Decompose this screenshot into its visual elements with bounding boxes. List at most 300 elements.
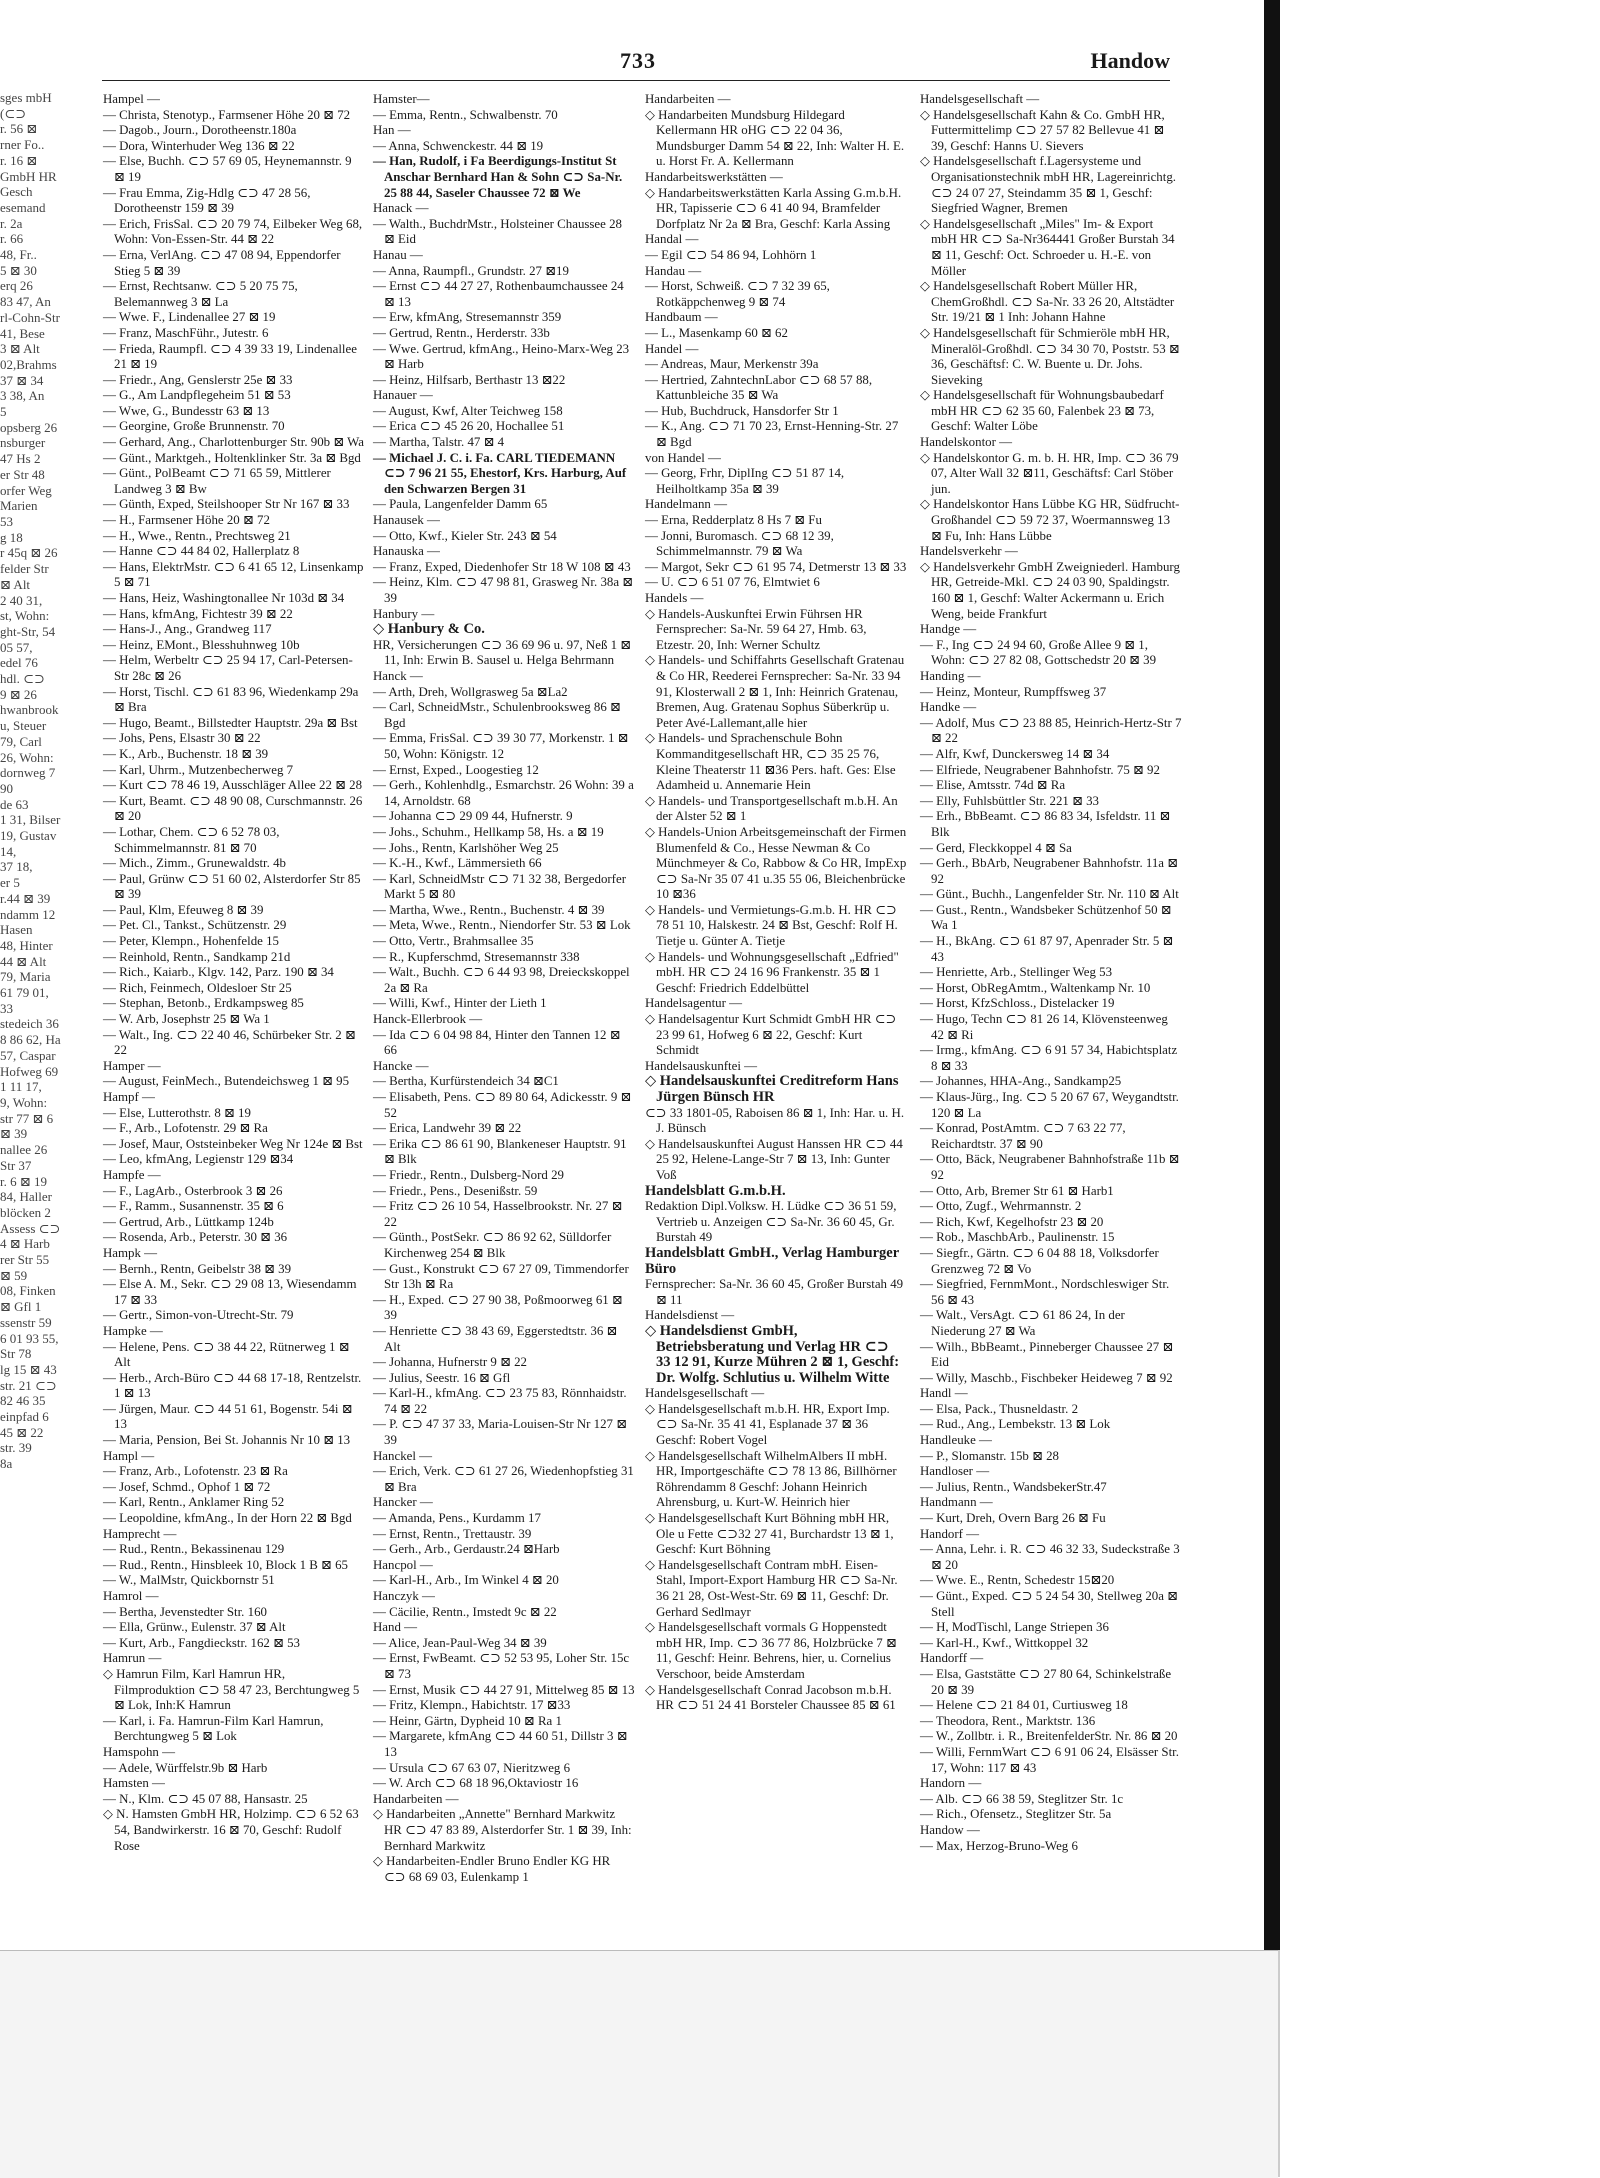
fragment-line: str. 21 ⊂⊃ xyxy=(0,1377,57,1393)
fragment-line: 47 Hs 2 xyxy=(0,451,41,467)
directory-entry: — August, FeinMech., Butendeichsweg 1 ⊠ 95 xyxy=(103,1074,350,1089)
directory-entry: — Erica ⊂⊃ 45 26 20, Hochallee 51 xyxy=(373,419,565,434)
directory-entry: — Günth., PostSekr. ⊂⊃ 86 92 62, Sülldorfer Kirchenweg 254 ⊠ Blk xyxy=(373,1230,612,1260)
directory-entry: — Johs, Pens, Elsastr 30 ⊠ 22 xyxy=(103,731,261,746)
directory-entry: — Arth, Dreh, Wollgrasweg 5a ⊠La2 xyxy=(373,684,568,699)
directory-entry: — Karl, i. Fa. Hamrun-Film Karl Hamrun, Berchtungweg 5 ⊠ Lok xyxy=(103,1713,324,1744)
surname-heading: Handorn — xyxy=(920,1776,982,1791)
directory-entry: — Cäcilie, Rentn., Imstedt 9c ⊠ 22 xyxy=(373,1604,557,1619)
directory-entry: — Margarete, kfmAng ⊂⊃ 44 60 51, Dillstr 3 ⊠ 13 xyxy=(373,1729,628,1759)
directory-entry: — Friedr., Pens., Desenißstr. 59 xyxy=(373,1183,538,1198)
directory-entry: — Alfr, Kwf, Dunckersweg 14 ⊠ 34 xyxy=(920,746,1110,761)
directory-entry: — Kurt, Arb., Fangdieckstr. 162 ⊠ 53 xyxy=(103,1635,300,1650)
directory-entry: — Bertha, Jevenstedter Str. 160 xyxy=(103,1604,267,1619)
firm-entry: ◇ Handarbeiten Mundsburg Hildegard Kellermann HR oHG ⊂⊃ 22 04 36, Mundsburger Damm 54 ⊠ 22, Inh: Walter H. E. u. Horst Fr. A. Kellermann xyxy=(645,107,905,169)
directory-entry: — Ernst ⊂⊃ 44 27 27, Rothenbaumchaussee 24 ⊠ 13 xyxy=(373,279,624,309)
fragment-line: r.44 ⊠ 39 xyxy=(0,890,51,906)
fragment-line: er 5 xyxy=(0,875,20,891)
firm-entry: ◇ Handels- und Vermietungs-G.m.b. H. HR ⊂⊃ 78 51 10, Halskestr. 24 ⊠ Bst, Geschf: Rolf H. Tietje u. Günter A. Tietje xyxy=(645,902,898,949)
surname-heading: Handelmann — xyxy=(645,497,727,512)
directory-entry: — Hub, Buchdruck, Hansdorfer Str 1 xyxy=(645,403,839,418)
fragment-line: r. 56 ⊠ xyxy=(0,121,38,137)
firm-entry: ◇ Handelsgesellschaft vormals G Hoppenstedt mbH HR, Imp. ⊂⊃ 36 77 86, Holzbrücke 7 ⊠ 11, Geschf: Heinr. Behrens, hier, u. Cornelius Verschoor, beide Amsterdam xyxy=(645,1620,897,1681)
directory-entry: — Hans, Heiz, Washingtonallee Nr 103d ⊠ 34 xyxy=(103,591,345,605)
directory-entry: — Rich, Feinmech, Oldesloer Str 25 xyxy=(103,980,292,995)
directory-entry: — Helm, Werbeltr ⊂⊃ 25 94 17, Carl-Petersen-Str 28c ⊠ 26 xyxy=(103,653,353,683)
directory-entry: — Konrad, PostAmtm. ⊂⊃ 7 63 22 77, Reichardtstr. 37 ⊠ 90 xyxy=(920,1121,1126,1151)
fragment-line: 02,Brahms xyxy=(0,356,57,372)
fragment-line: 9, Wohn: xyxy=(0,1095,48,1110)
surname-heading: Hanck-Ellerbrook — xyxy=(373,1012,483,1027)
fragment-line: hdl. ⊂⊃ xyxy=(0,671,45,687)
directory-entry: — Herb., Arch-Büro ⊂⊃ 44 68 17-18, Rentzelstr. 1 ⊠ 13 xyxy=(103,1370,362,1401)
directory-entry: — Paula, Langenfelder Damm 65 xyxy=(373,497,548,512)
directory-entry: — Rich., Ofensetz., Steglitzer Str. 5a xyxy=(920,1807,1112,1822)
fragment-line: Str 37 xyxy=(0,1157,32,1173)
directory-entry: — Henriette ⊂⊃ 38 43 69, Eggerstedtstr. 36 ⊠ Alt xyxy=(373,1323,618,1354)
fragment-line: 37 ⊠ 34 xyxy=(0,372,44,388)
fragment-line: 90 xyxy=(0,780,13,796)
directory-entry: — Franz, MaschFühr., Jutestr. 6 xyxy=(103,325,269,340)
directory-entry: — Willi, Kwf., Hinter der Lieth 1 xyxy=(373,996,547,1011)
directory-entry: — Friedr., Ang, Genslerstr 25e ⊠ 33 xyxy=(103,372,293,387)
directory-entry: — Elly, Fuhlsbüttler Str. 221 ⊠ 33 xyxy=(920,793,1099,808)
fragment-line: st, Wohn: xyxy=(0,608,50,624)
surname-heading: Hampel — xyxy=(103,92,160,106)
directory-entry: — Jonni, Buromasch. ⊂⊃ 68 12 39, Schimmelmannstr. 79 ⊠ Wa xyxy=(645,528,834,559)
surname-heading: Handbaum — xyxy=(645,310,718,325)
directory-entry: — W., Zollbtr. i. R., BreitenfelderStr. Nr. 86 ⊠ 20 xyxy=(920,1729,1178,1744)
directory-entry: — Rud., Rentn., Bekassinenau 129 xyxy=(103,1542,285,1557)
firm-entry: ◇ Handelsgesellschaft Contram mbH. Eisen-Stahl, Import-Export Hamburg HR ⊂⊃ Sa-Nr. 36 21 28, Ost-West-Str. 69 ⊠ 11, Geschf: Dr. Gerhard Sedlmayr xyxy=(645,1557,898,1619)
directory-entry: — Reinhold, Rentn., Sandkamp 21d xyxy=(103,949,291,964)
directory-entry: — F., Ramm., Susannenstr. 35 ⊠ 6 xyxy=(103,1199,284,1214)
directory-entry: — Lothar, Chem. ⊂⊃ 6 52 78 03, Schimmelmannstr. 81 ⊠ 70 xyxy=(103,824,280,855)
directory-entry: — Bertha, Kurfürstendeich 34 ⊠C1 xyxy=(373,1074,559,1089)
firm-entry: ◇ Handels- und Transportgesellschaft m.b.H. An der Alster 52 ⊠ 1 xyxy=(645,793,898,824)
directory-entry: — Wwe. E., Rentn, Schedestr 15⊠20 xyxy=(920,1573,1115,1588)
firm-entry: ◇ Handelsgesellschaft für Schmieröle mbH HR, Mineralöl-Großhdl. ⊂⊃ 34 30 70, Poststr. 53 ⊠ 36, Geschäftsf: C. W. Buente u. Dr. Johs. Sieveking xyxy=(920,325,1180,387)
directory-entry: — Egil ⊂⊃ 54 86 94, Lohhörn 1 xyxy=(645,247,817,262)
running-headword: Handow xyxy=(1090,48,1170,73)
directory-entry: — Carl, SchneidMstr., Schulenbrooksweg 86 ⊠ Bgd xyxy=(373,700,621,730)
fragment-line: 08, Finken xyxy=(0,1283,56,1299)
directory-entry: — Heinz, EMont., Blesshuhnweg 10b xyxy=(103,637,300,652)
surname-heading: Han — xyxy=(373,123,411,138)
directory-entry: — Erika ⊂⊃ 86 61 90, Blankeneser Hauptstr. 91 ⊠ Blk xyxy=(373,1136,627,1167)
fragment-line: opsberg 26 xyxy=(0,419,58,435)
directory-entry: — Franz, Arb., Lofotenstr. 23 ⊠ Ra xyxy=(103,1464,288,1479)
directory-entry: — Wwe. F., Lindenallee 27 ⊠ 19 xyxy=(103,310,276,325)
surname-heading: Handl — xyxy=(920,1386,968,1401)
directory-entry: — H., BkAng. ⊂⊃ 61 87 97, Apenrader Str. 5 ⊠ 43 xyxy=(920,934,1174,964)
directory-entry: — Hans-J., Ang., Grandweg 117 xyxy=(103,622,272,637)
directory-entry: — Christa, Stenotyp., Farmsener Höhe 20 ⊠ 72 xyxy=(103,107,351,122)
surname-heading: Hamrol — xyxy=(103,1589,159,1603)
directory-entry: — Johs., Rentn, Karlshöher Weg 25 xyxy=(373,840,559,855)
fragment-line: 5 xyxy=(0,404,7,420)
directory-entry: — Andreas, Maur, Merkenstr 39a xyxy=(645,357,819,372)
directory-entry: — U. ⊂⊃ 6 51 07 76, Elmtwiet 6 xyxy=(645,575,820,590)
directory-entry: — P., Slomanstr. 15b ⊠ 28 xyxy=(920,1448,1060,1463)
firm-entry: ◇ Handels-Auskunftei Erwin Führsen HR Fernsprecher: Sa-Nr. 59 64 27, Hmb. 63, Etzestr. 20, Inh: Werner Schultz xyxy=(645,606,867,652)
directory-entry: — Ella, Grünw., Eulenstr. 37 ⊠ Alt xyxy=(103,1620,286,1635)
directory-entry: — Georg, Frhr, DiplIng ⊂⊃ 51 87 14, Heilholtkamp 35a ⊠ 39 xyxy=(645,466,845,496)
directory-entry: — Ernst, Exped., Loogestieg 12 xyxy=(373,762,539,777)
directory-entry: — Hertried, ZahntechnLabor ⊂⊃ 68 57 88, Kattunbleiche 35 ⊠ Wa xyxy=(645,372,873,403)
directory-entry: — Dagob., Journ., Dorotheenstr.180a xyxy=(103,123,297,138)
fragment-line: 84, Haller xyxy=(0,1189,52,1205)
directory-entry: — F., Arb., Lofotenstr. 29 ⊠ Ra xyxy=(103,1121,268,1136)
surname-heading: Hanck — xyxy=(373,668,423,683)
fragment-line: nsburger xyxy=(0,435,46,451)
directory-entry: — Wwe. Gertrud, kfmAng., Heino-Marx-Weg 23 ⊠ Harb xyxy=(373,341,630,372)
firm-entry: ◇ Handels- und Wohnungsgesellschaft „Edfried" mbH. HR ⊂⊃ 24 16 96 Frankenstr. 35 ⊠ 1 Geschf: Friedrich Eddelbüttel xyxy=(645,949,899,995)
directory-entry: — Karl-H., kfmAng. ⊂⊃ 23 75 83, Rönnhaidstr. 74 ⊠ 22 xyxy=(373,1386,627,1416)
surname-heading: Handelsgesellschaft — xyxy=(645,1386,765,1401)
directory-entry: — Gerh., Kohlenhdlg., Esmarchstr. 26 Wohn: 39 a 14, Arnoldstr. 68 xyxy=(373,778,634,808)
directory-entry: — Josef, Schmd., Ophof 1 ⊠ 72 xyxy=(103,1479,271,1494)
directory-entry: Fernsprecher: Sa-Nr. 36 60 45, Großer Burstah 49 ⊠ 11 xyxy=(645,1277,904,1307)
directory-entry: — Ida ⊂⊃ 6 04 98 84, Hinter den Tannen 12 ⊠ 66 xyxy=(373,1027,621,1058)
fragment-line: 48, Hinter xyxy=(0,937,53,953)
firm-entry: ◇ Handelsgesellschaft Robert Müller HR, ChemGroßhdl. ⊂⊃ Sa-Nr. 33 26 20, Altstädter Str. 19/21 ⊠ 1 Inh: Johann Hahne xyxy=(920,279,1175,325)
surname-heading: Hanczyk — xyxy=(373,1589,435,1603)
surname-heading: Hamrun — xyxy=(103,1651,162,1666)
surname-heading: Hanauska — xyxy=(373,544,440,559)
firm-entry: ◇ Handelsgesellschaft „Miles" Im- & Export mbH HR ⊂⊃ Sa-Nr364441 Großer Burstah 34 ⊠ 11, Geschf: Oct. Schroeder u. H.-E. von Möller xyxy=(920,216,1175,278)
firm-entry: ◇ Handelsgesellschaft Kahn & Co. GmbH HR, Futtermittelimp ⊂⊃ 27 57 82 Bellevue 41 ⊠ 39, Geschf: Hanns U. Sievers xyxy=(920,107,1165,153)
directory-entry: — Rud., Rentn., Hinsbleek 10, Block 1 B ⊠ 65 xyxy=(103,1557,348,1572)
directory-entry: — Ernst, FwBeamt. ⊂⊃ 52 53 95, Loher Str. 15c ⊠ 73 xyxy=(373,1651,630,1681)
firm-entry: ◇ Handelsagentur Kurt Schmidt GmbH HR ⊂⊃ 23 99 61, Hofweg 6 ⊠ 22, Geschf: Kurt Schmidt xyxy=(645,1012,897,1058)
firm-entry: ◇ Handarbeiten „Annette" Bernhard Markwitz HR ⊂⊃ 47 83 89, Alsterdorfer Str. 1 ⊠ 39, Inh: Bernhard Markwitz xyxy=(373,1807,632,1853)
fragment-line: Assess ⊂⊃ xyxy=(0,1220,61,1236)
fragment-line: lg 15 ⊠ 43 xyxy=(0,1361,57,1377)
fragment-line: 33 xyxy=(0,1000,13,1016)
fragment-line: rl-Cohn-Str xyxy=(0,309,60,325)
scan-edge xyxy=(1278,0,1600,2177)
fragment-line: erq 26 xyxy=(0,278,33,294)
fragment-line: rner Fo.. xyxy=(0,137,45,153)
directory-entry: — Kurt, Beamt. ⊂⊃ 48 90 08, Curschmannstr. 26 ⊠ 20 xyxy=(103,793,363,824)
directory-entry: — Hanne ⊂⊃ 44 84 02, Hallerplatz 8 xyxy=(103,544,300,559)
directory-entry: — Otto, Vertr., Brahmsallee 35 xyxy=(373,934,534,949)
fragment-line: 3 ⊠ Alt xyxy=(0,341,40,357)
directory-entry: — Erh., BbBeamt. ⊂⊃ 86 83 34, Isfeldstr. 11 ⊠ Blk xyxy=(920,809,1171,839)
fragment-line: 61 79 01, xyxy=(0,985,49,1001)
directory-entry: — Siegfr., Gärtn. ⊂⊃ 6 04 88 18, Volksdorfer Grenzweg 72 ⊠ Vo xyxy=(920,1245,1159,1276)
directory-entry: — Else, Buchh. ⊂⊃ 57 69 05, Heynemannstr. 9 ⊠ 19 xyxy=(103,154,352,184)
fragment-line: stedeich 36 xyxy=(0,1016,59,1032)
directory-entry: — W. Arb, Josephstr 25 ⊠ Wa 1 xyxy=(103,1012,270,1027)
fragment-line: 48, Fr.. xyxy=(0,247,37,263)
directory-entry: — R., Kupferschmd, Stresemannstr 338 xyxy=(373,949,580,964)
fragment-line: 6 01 93 55, xyxy=(0,1330,59,1346)
fragment-line: Str 78 xyxy=(0,1346,32,1362)
directory-entry: — Willi, FernmWart ⊂⊃ 6 91 06 24, Elsässer Str. 17, Wohn: 117 ⊠ 43 xyxy=(920,1744,1179,1775)
surname-heading: Hanauer — xyxy=(373,388,433,403)
fragment-line: Marien xyxy=(0,498,38,514)
directory-entry: — Wwe, G., Bundesstr 63 ⊠ 13 xyxy=(103,403,270,418)
fragment-line: 8 86 62, Ha xyxy=(0,1032,61,1048)
directory-entry: — Pet. Cl., Tankst., Schützenstr. 29 xyxy=(103,918,287,933)
fragment-line: 1 11 17, xyxy=(0,1079,42,1095)
directory-entry: — Klaus-Jürg., Ing. ⊂⊃ 5 20 67 67, Weygandtstr. 120 ⊠ La xyxy=(920,1090,1179,1120)
directory-entry: — Heinz, Hilfsarb, Berthastr 13 ⊠22 xyxy=(373,372,566,387)
fragment-line: r 45q ⊠ 26 xyxy=(0,545,58,561)
directory-entry: — Frau Emma, Zig-Hdlg ⊂⊃ 47 28 56, Dorotheenstr 159 ⊠ 39 xyxy=(103,185,311,216)
directory-entry: — Leo, kfmAng, Legienstr 129 ⊠34 xyxy=(103,1152,294,1167)
surname-heading: Handau — xyxy=(645,263,702,278)
surname-heading: Hamprecht — xyxy=(103,1526,177,1541)
fragment-line: 41, Bese xyxy=(0,325,45,341)
directory-entry: — Elsa, Gaststätte ⊂⊃ 27 80 64, Schinkelstraße 20 ⊠ 39 xyxy=(920,1666,1172,1697)
fragment-line: 53 xyxy=(0,513,13,529)
fragment-line: r. 66 xyxy=(0,231,24,247)
directory-entry: — Otto, Kwf., Kieler Str. 243 ⊠ 54 xyxy=(373,528,557,543)
surname-heading: Hanausek — xyxy=(373,513,440,528)
fragment-line: ssenstr 59 xyxy=(0,1314,52,1330)
firm-entry: ◇ Handelsdienst GmbH, Betriebsberatung und Verlag HR ⊂⊃ 33 12 91, Kurze Mühren 2 ⊠ 1, Geschf: Dr. Wolfg. Schlutius u. Wilhelm Witte xyxy=(645,1322,900,1386)
directory-entry: — Wilh., BbBeamt., Pinneberger Chaussee 27 ⊠ Eid xyxy=(920,1339,1174,1370)
directory-entry: — Emma, Rentn., Schwalbenstr. 70 xyxy=(373,107,558,122)
firm-entry: ◇ Handarbeiten-Endler Bruno Endler KG HR ⊂⊃ 68 69 03, Eulenkamp 1 xyxy=(373,1854,611,1884)
fragment-line: ⊠ 59 xyxy=(0,1267,28,1283)
surname-heading: Hamspohn — xyxy=(103,1744,175,1759)
directory-entry: — Heinz, Monteur, Rumpffsweg 37 xyxy=(920,684,1107,699)
surname-heading: Handels — xyxy=(645,591,704,605)
directory-entry: — Hans, ElektrMstr. ⊂⊃ 6 41 65 12, Linsenkamp 5 ⊠ 71 xyxy=(103,559,364,590)
surname-heading: Hanau — xyxy=(373,247,423,262)
surname-heading: Hampl — xyxy=(103,1448,155,1463)
directory-entry: — Helene ⊂⊃ 21 84 01, Curtiusweg 18 xyxy=(920,1698,1128,1713)
fragment-line: 4 ⊠ Harb xyxy=(0,1236,50,1252)
directory-entry: — Adolf, Mus ⊂⊃ 23 88 85, Heinrich-Hertz-Str 7 ⊠ 22 xyxy=(920,715,1182,746)
directory-entry: — Paul, Klm, Efeuweg 8 ⊠ 39 xyxy=(103,902,264,917)
directory-entry: — Bernh., Rentn, Geibelstr 38 ⊠ 39 xyxy=(103,1261,292,1276)
fragment-line: Hasen xyxy=(0,922,33,938)
directory-column-3 xyxy=(645,92,907,1714)
directory-entry: — Helene, Pens. ⊂⊃ 38 44 22, Rütnerweg 1 ⊠ Alt xyxy=(103,1339,350,1370)
directory-entry: — Johannes, HHA-Ang., Sandkamp25 xyxy=(920,1074,1122,1089)
directory-entry: — Willy, Maschb., Fischbeker Heideweg 7 ⊠ 92 xyxy=(920,1370,1173,1385)
fragment-line: er Str 48 xyxy=(0,466,45,482)
surname-heading: Handarbeiten — xyxy=(373,1791,459,1806)
directory-entry: — Elisabeth, Pens. ⊂⊃ 89 80 64, Adickesstr. 9 ⊠ 52 xyxy=(373,1090,632,1120)
directory-entry: — Martha, Wwe., Rentn., Buchenstr. 4 ⊠ 39 xyxy=(373,902,605,917)
directory-entry: — Otto, Zugf., Wehrmannstr. 2 xyxy=(920,1199,1082,1214)
directory-entry: — Stephan, Betonb., Erdkampsweg 85 xyxy=(103,996,304,1011)
directory-entry: — P. ⊂⊃ 47 37 33, Maria-Louisen-Str Nr 127 ⊠ 39 xyxy=(373,1417,628,1448)
fragment-line: Gesch xyxy=(0,184,33,200)
directory-entry: — Siegfried, FernmMont., Nordschleswiger Str. 56 ⊠ 43 xyxy=(920,1277,1170,1307)
directory-entry: — Karl, Rentn., Anklamer Ring 52 xyxy=(103,1495,285,1510)
firm-entry: ◇ Hamrun Film, Karl Hamrun HR, Filmproduktion ⊂⊃ 58 47 23, Berchtungweg 5 ⊠ Lok, Inh:K Hamrun xyxy=(103,1666,360,1713)
previous-page-fragment xyxy=(0,90,95,1790)
directory-entry: — F., LagArb., Osterbrook 3 ⊠ 26 xyxy=(103,1183,283,1198)
directory-entry: — Franz, Exped, Diedenhofer Str 18 W 108 ⊠ 43 xyxy=(373,559,631,574)
directory-entry: — Margot, Sekr ⊂⊃ 61 95 74, Detmerstr 13 ⊠ 33 xyxy=(645,559,907,574)
bold-firm-entry: Handelsblatt G.m.b.H. xyxy=(645,1182,786,1199)
directory-entry: — Erna, VerlAng. ⊂⊃ 47 08 94, Eppendorfer Stieg 5 ⊠ 39 xyxy=(103,247,341,278)
directory-entry: — Karl, SchneidMstr ⊂⊃ 71 32 38, Bergedorfer Markt 5 ⊠ 80 xyxy=(373,871,626,902)
directory-entry: — G., Am Landpflegeheim 51 ⊠ 53 xyxy=(103,388,291,403)
firm-entry: ◇ Handarbeitswerkstätten Karla Assing G.m.b.H. HR, Tapisserie ⊂⊃ 6 41 40 94, Bramfelder Dorfplatz Nr 2a ⊠ Bra, Geschf: Karla Assing xyxy=(645,185,902,231)
surname-heading: Hampfe — xyxy=(103,1167,161,1182)
firm-entry: ◇ Handels- und Sprachenschule Bohn Kommanditgesellschaft HR, ⊂⊃ 35 25 76, Kleine Theaterstr 11 ⊠36 Pers. haft. Ges: Else Adamheid u. Annemarie Hein xyxy=(645,731,896,793)
fragment-line: 5 ⊠ 30 xyxy=(0,262,37,278)
fragment-line: Hofweg 69 xyxy=(0,1063,59,1079)
directory-entry: — Rob., MaschbArb., Paulinenstr. 15 xyxy=(920,1230,1115,1245)
directory-entry: — Günt., Exped. ⊂⊃ 5 24 54 30, Stellweg 20a ⊠ Stell xyxy=(920,1589,1178,1619)
fragment-line: 26, Wohn: xyxy=(0,749,54,765)
bold-entry: — Han, Rudolf, i Fa Beerdigungs-Institut St Anschar Bernhard Han & Sohn ⊂⊃ Sa-Nr. 25 88 44, Saseler Chaussee 72 ⊠ We xyxy=(373,154,623,200)
directory-entry: — W. Arch ⊂⊃ 68 18 96,Oktaviostr 16 xyxy=(373,1776,579,1791)
directory-entry: — Alb. ⊂⊃ 66 38 59, Steglitzer Str. 1c xyxy=(920,1791,1124,1806)
surname-heading: Hancke — xyxy=(373,1058,429,1073)
surname-heading: Handelskontor — xyxy=(920,435,1013,450)
firm-entry: ◇ Hanbury & Co. xyxy=(373,621,485,638)
firm-entry: ◇ Handels- und Schiffahrts Gesellschaft Gratenau & Co HR, Reederei Fernsprecher: Sa-Nr. 33 94 91, Klosterwall 2 ⊠ 1, Inh: Heinrich Gratenau, Bremen, Aug. Gratenau Sophus Süberkrüp u. Peter Avé-Lallemant,alle hier xyxy=(645,653,905,730)
directory-entry: — Anna, Raumpfl., Grundstr. 27 ⊠19 xyxy=(373,263,569,278)
surname-heading: Handelsauskunftei — xyxy=(645,1058,758,1073)
firm-entry: ◇ Handelskontor G. m. b. H. HR, Imp. ⊂⊃ 36 79 07, Alter Wall 32 ⊠11, Geschäftsf: Carl Stöber jun. xyxy=(920,450,1179,496)
fragment-line: orfer Weg xyxy=(0,482,52,498)
directory-entry: — Adele, Würffelstr.9b ⊠ Harb xyxy=(103,1760,268,1775)
fragment-line: 57, Caspar xyxy=(0,1047,56,1063)
directory-entry: HR, Versicherungen ⊂⊃ 36 69 96 u. 97, Neß 1 ⊠ 11, Inh: Erwin B. Sausel u. Helga Behrmann xyxy=(373,637,632,668)
directory-entry: — Walth., BuchdrMstr., Holsteiner Chaussee 28 ⊠ Eid xyxy=(373,216,622,247)
directory-entry: — Julius, Rentn., WandsbekerStr.47 xyxy=(920,1479,1107,1494)
directory-entry: — Ursula ⊂⊃ 67 63 07, Nieritzweg 6 xyxy=(373,1760,571,1775)
fragment-line: 37 18, xyxy=(0,859,33,875)
surname-heading: Hampke — xyxy=(103,1323,163,1338)
directory-entry: — Dora, Winterhuder Weg 136 ⊠ 22 xyxy=(103,138,295,153)
directory-entry: — Julius, Seestr. 16 ⊠ Gfl xyxy=(373,1370,511,1385)
firm-entry: ◇ Handelsgesellschaft Conrad Jacobson m.b.H. HR ⊂⊃ 51 24 41 Borsteler Chaussee 85 ⊠ 61 xyxy=(645,1682,896,1713)
directory-entry: — Mich., Zimm., Grunewaldstr. 4b xyxy=(103,856,286,871)
directory-entry: — Martha, Talstr. 47 ⊠ 4 xyxy=(373,435,505,450)
firm-entry: ◇ Handelsgesellschaft für Wohnungsbaubedarf mbH HR ⊂⊃ 62 35 60, Falenbek 23 ⊠ 73, Geschf: Walter Löbe xyxy=(920,388,1164,434)
fragment-line: (⊂⊃ xyxy=(0,105,27,121)
directory-entry: — Peter, Klempn., Hohenfelde 15 xyxy=(103,934,279,949)
directory-entry: — Gust., Rentn., Wandsbeker Schützenhof 50 ⊠ Wa 1 xyxy=(920,902,1172,933)
directory-entry: — Rich, Kwf, Kegelhofstr 23 ⊠ 20 xyxy=(920,1214,1104,1229)
surname-heading: Handow — xyxy=(920,1822,980,1837)
directory-entry: — Gerd, Fleckkoppel 4 ⊠ Sa xyxy=(920,840,1072,855)
directory-entry: — Frieda, Raumpfl. ⊂⊃ 4 39 33 19, Lindenallee 21 ⊠ 19 xyxy=(103,341,357,372)
fragment-line: 8a xyxy=(0,1456,13,1472)
directory-column-1 xyxy=(103,92,365,1854)
directory-entry: — Amanda, Pens., Kurdamm 17 xyxy=(373,1511,541,1526)
directory-entry: — Ernst, Rechtsanw. ⊂⊃ 5 20 75 75, Belemannweg 3 ⊠ La xyxy=(103,279,298,309)
surname-heading: Handorf — xyxy=(920,1526,980,1541)
directory-entry: — Georgine, Große Brunnenstr. 70 xyxy=(103,419,285,434)
surname-heading: Handmann — xyxy=(920,1495,993,1510)
directory-entry: — L., Masenkamp 60 ⊠ 62 xyxy=(645,325,788,340)
directory-entry: — H., Wwe., Rentn., Prechtsweg 21 xyxy=(103,528,291,543)
directory-entry: — Otto, Bäck, Neugrabener Bahnhofstraße 11b ⊠ 92 xyxy=(920,1152,1180,1182)
fragment-line: 83 47, An xyxy=(0,294,51,310)
directory-entry: — Gertr., Simon-von-Utrecht-Str. 79 xyxy=(103,1308,294,1323)
directory-entry: — H, ModTischl, Lange Striepen 36 xyxy=(920,1620,1109,1635)
fragment-line: 2 40 31, xyxy=(0,592,43,608)
directory-entry: — Rud., Ang., Lembekstr. 13 ⊠ Lok xyxy=(920,1417,1111,1432)
fragment-line: hwanbrook xyxy=(0,702,59,718)
directory-entry: — Günt., PolBeamt ⊂⊃ 71 65 59, Mittlerer Landweg 3 ⊠ Bw xyxy=(103,466,331,496)
directory-entry: — H., Farmsener Höhe 20 ⊠ 72 xyxy=(103,513,270,528)
directory-entry: — Horst, Schweiß. ⊂⊃ 7 32 39 65, Rotkäppchenweg 9 ⊠ 74 xyxy=(645,279,830,309)
fragment-line: ⊠ 39 xyxy=(0,1126,28,1142)
fragment-line: r. 16 ⊠ xyxy=(0,152,38,168)
fragment-line: einpfad 6 xyxy=(0,1409,49,1425)
surname-heading: Handelsagentur — xyxy=(645,996,743,1011)
fragment-line: u, Steuer xyxy=(0,718,47,734)
fragment-line: 05 57, xyxy=(0,639,33,655)
directory-entry: — Walt., VersAgt. ⊂⊃ 61 86 24, In der Niederung 27 ⊠ Wa xyxy=(920,1308,1125,1338)
page-number: 733 xyxy=(620,48,656,73)
firm-entry: ◇ Handelsgesellschaft f.Lagersysteme und Organisationstechnik mbH HR, Lagereinrichtg. ⊂⊃ 24 07 27, Steindamm 35 ⊠ 1, Geschf: Siegfried Wagner, Bremen xyxy=(920,154,1176,216)
directory-entry: — Max, Herzog-Bruno-Weg 6 xyxy=(920,1838,1078,1853)
directory-entry: — Gertrud, Rentn., Herderstr. 33b xyxy=(373,325,550,340)
surname-heading: Hamster— xyxy=(373,92,430,106)
fragment-line: edel 76 xyxy=(0,655,38,671)
directory-entry: — Erna, Redderplatz 8 Hs 7 ⊠ Fu xyxy=(645,513,822,528)
fragment-line: r. 2a xyxy=(0,215,23,231)
directory-entry: — Johs., Schuhm., Hellkamp 58, Hs. a ⊠ 19 xyxy=(373,824,604,839)
fragment-line: ndamm 12 xyxy=(0,906,56,922)
directory-entry: — Fritz, Klempn., Habichtstr. 17 ⊠33 xyxy=(373,1698,571,1713)
fragment-line: GmbH HR xyxy=(0,168,57,184)
directory-entry: — Günth, Exped, Steilshooper Str Nr 167 ⊠ 33 xyxy=(103,497,350,512)
surname-heading: Hamsten — xyxy=(103,1776,165,1791)
directory-entry: — Kurt, Dreh, Overn Barg 26 ⊠ Fu xyxy=(920,1511,1106,1526)
directory-entry: Redaktion Dipl.Volksw. H. Lüdke ⊂⊃ 36 51 59, Vertrieb u. Anzeigen ⊂⊃ Sa-Nr. 36 60 45, Gr. Burstah 49 xyxy=(645,1199,897,1245)
directory-entry: — Horst, ObRegAmtm., Waltenkamp Nr. 10 xyxy=(920,980,1151,995)
surname-heading: Hanack — xyxy=(373,201,429,216)
directory-entry: — Walt., Buchh. ⊂⊃ 6 44 93 98, Dreieckskoppel 2a ⊠ Ra xyxy=(373,965,630,995)
surname-heading: Hancker — xyxy=(373,1495,433,1510)
directory-entry: — Ernst, Musik ⊂⊃ 44 27 91, Mittelweg 85 ⊠ 13 xyxy=(373,1682,635,1697)
directory-entry: — Josef, Maur, Oststeinbeker Weg Nr 124e ⊠ Bst xyxy=(103,1136,363,1151)
directory-entry: ⊂⊃ 33 1801-05, Raboisen 86 ⊠ 1, Inh: Har. u. H. J. Bünsch xyxy=(645,1105,905,1136)
surname-heading: Hancpol — xyxy=(373,1557,433,1572)
directory-entry: — Meta, Wwe., Rentn., Niendorfer Str. 53 ⊠ Lok xyxy=(373,918,631,933)
directory-entry: — H., Exped. ⊂⊃ 27 90 38, Poßmoorweg 61 ⊠ 39 xyxy=(373,1292,623,1323)
directory-entry: — Hugo, Beamt., Billstedter Hauptstr. 29a ⊠ Bst xyxy=(103,715,358,730)
surname-heading: Handelsverkehr — xyxy=(920,544,1018,559)
directory-entry: — Paul, Grünw ⊂⊃ 51 60 02, Alsterdorfer Str 85 ⊠ 39 xyxy=(103,871,361,902)
fragment-line: g 18 xyxy=(0,529,23,545)
directory-entry: — August, Kwf, Alter Teichweg 158 xyxy=(373,403,563,418)
directory-entry: — Leopoldine, kfmAng., In der Horn 22 ⊠ Bgd xyxy=(103,1511,352,1526)
fragment-line: sges mbH xyxy=(0,90,52,105)
surname-heading: Hampf — xyxy=(103,1090,155,1104)
fragment-line: 79, Carl xyxy=(0,733,42,749)
fragment-line: blöcken 2 xyxy=(0,1204,51,1220)
directory-entry: — Theodora, Rent., Marktstr. 136 xyxy=(920,1713,1096,1728)
fragment-line: 44 ⊠ Alt xyxy=(0,953,47,969)
surname-heading: Handal — xyxy=(645,232,699,247)
directory-entry: — Hans, kfmAng, Fichtestr 39 ⊠ 22 xyxy=(103,606,293,621)
scan-margin xyxy=(0,1950,1278,2178)
surname-heading: Handloser — xyxy=(920,1464,990,1479)
directory-entry: — Johanna ⊂⊃ 29 09 44, Hufnerstr. 9 xyxy=(373,809,573,824)
surname-heading: Handke — xyxy=(920,700,977,715)
surname-heading: Hand — xyxy=(373,1620,418,1635)
directory-entry: — K., Arb., Buchenstr. 18 ⊠ 39 xyxy=(103,746,269,761)
